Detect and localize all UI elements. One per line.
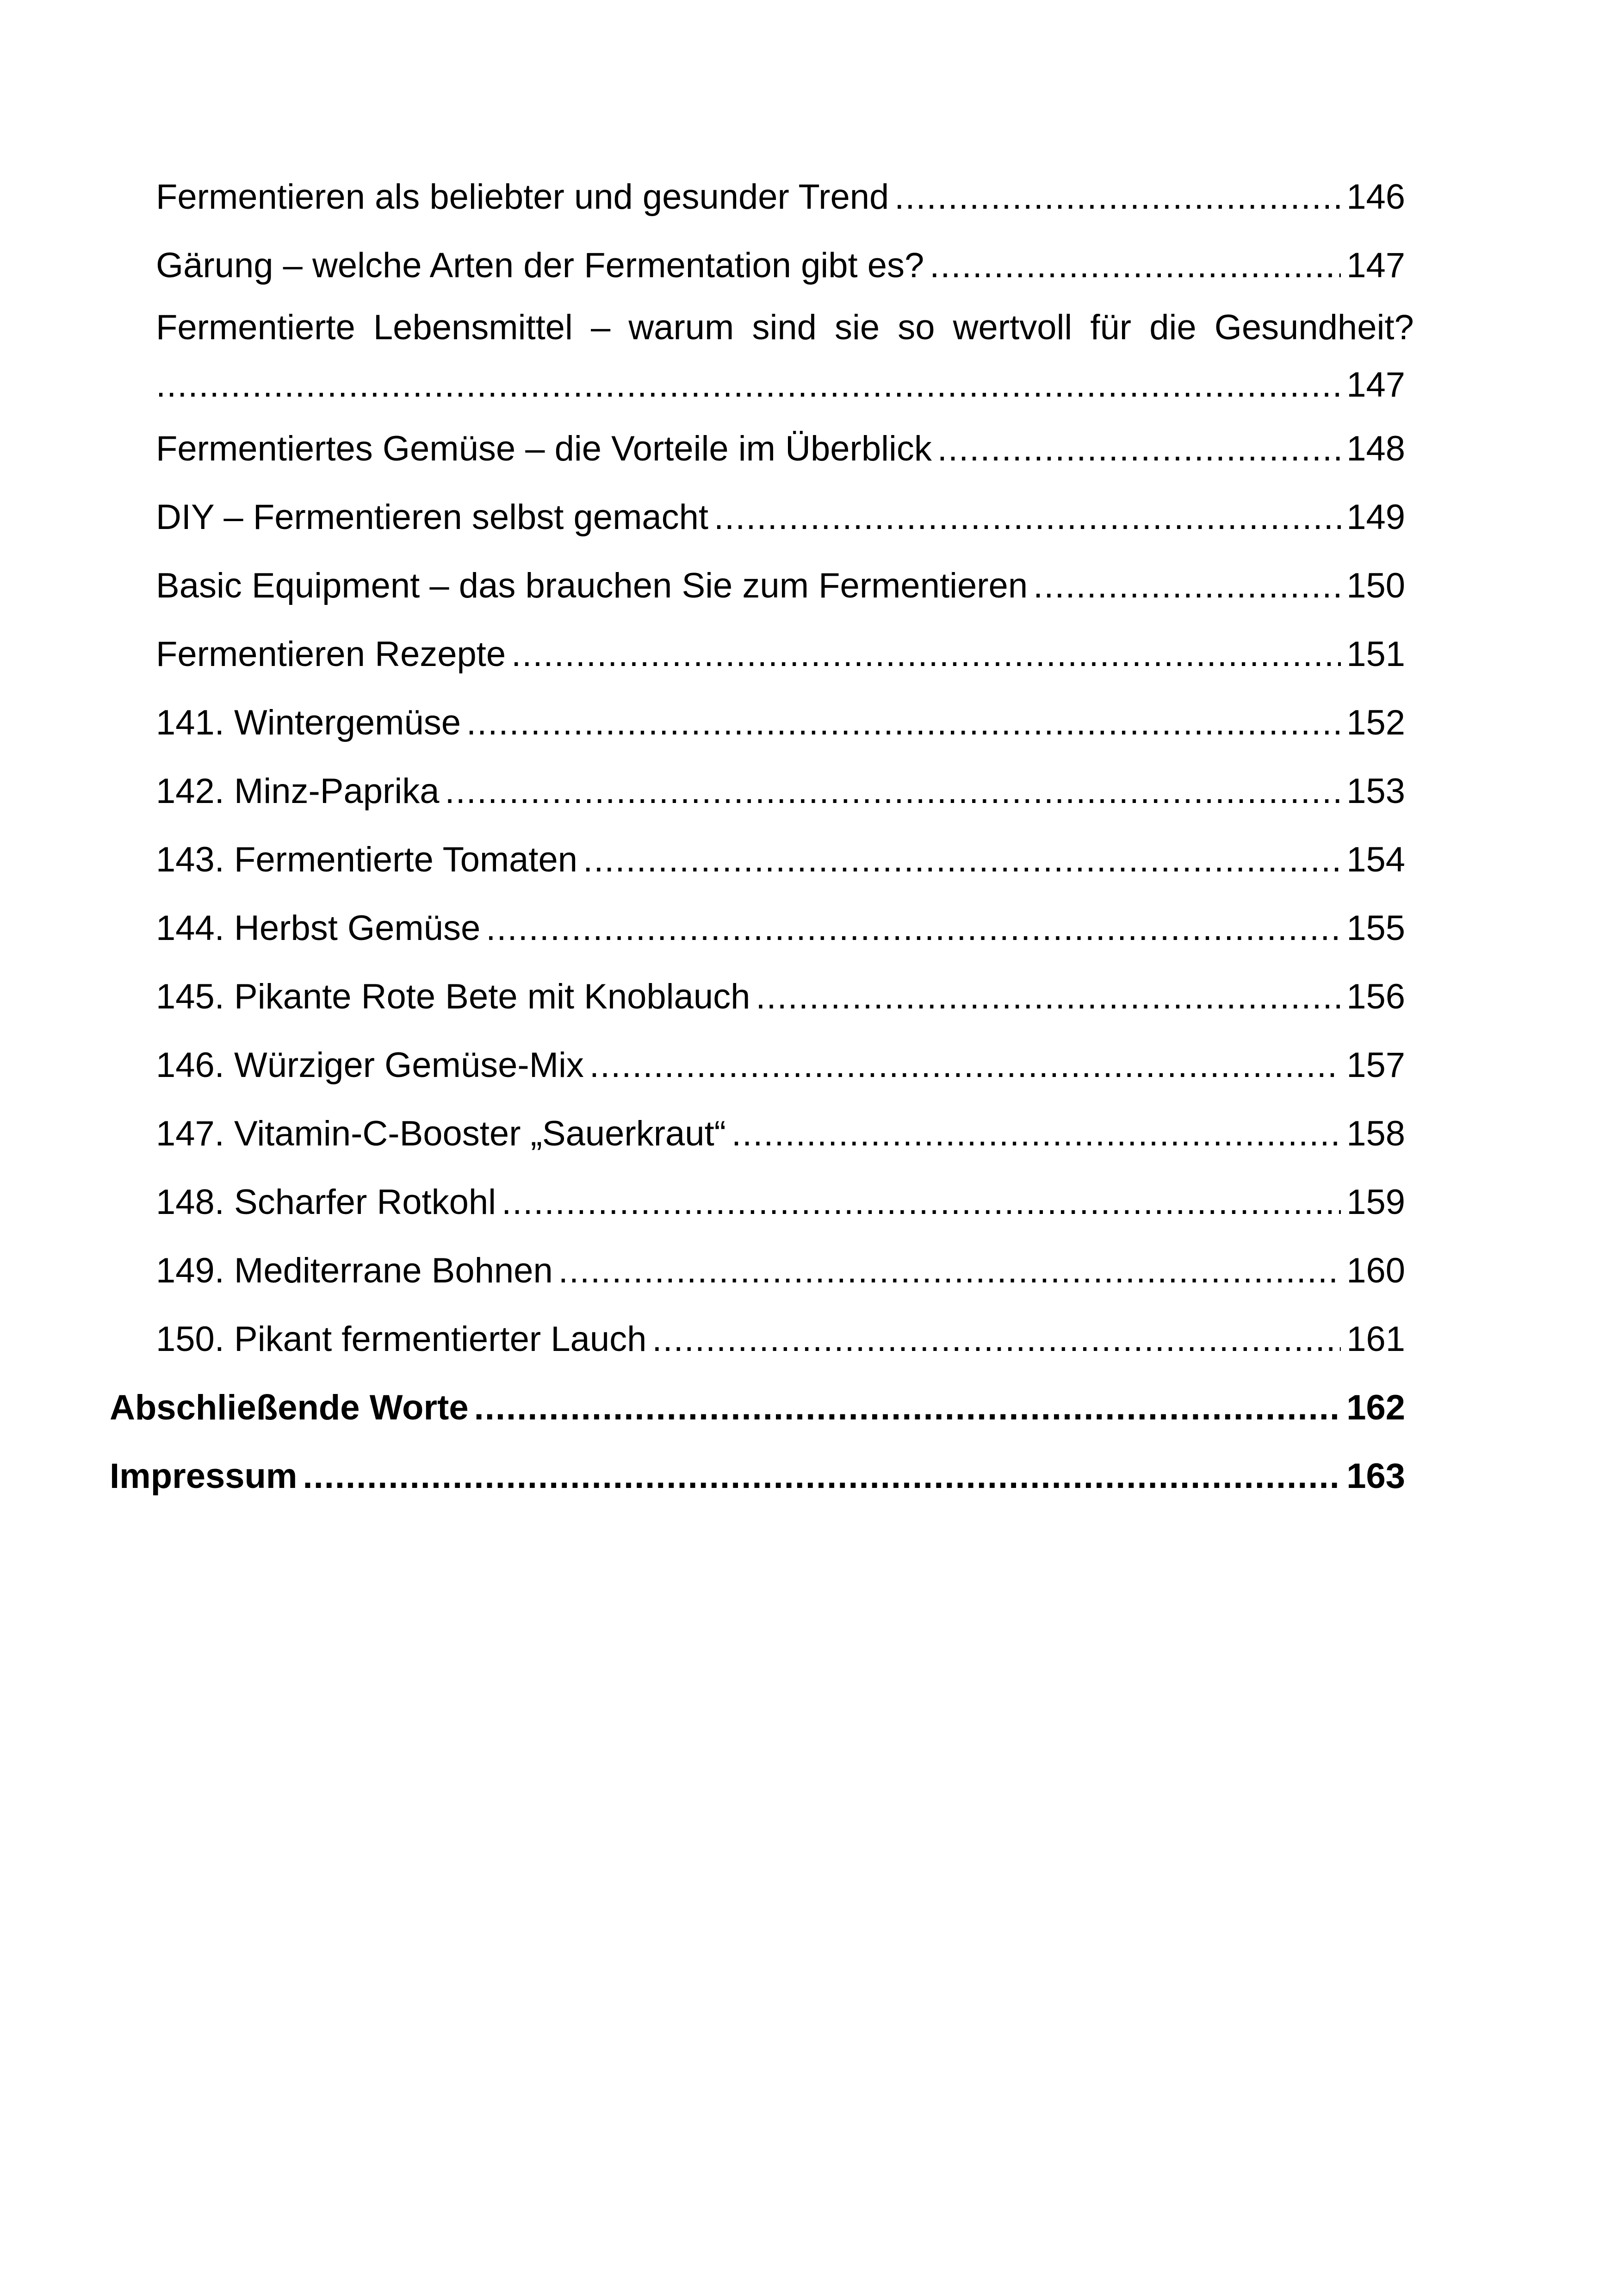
toc-entry[interactable] xyxy=(110,757,1405,826)
toc-entry-page: 163 xyxy=(1346,1456,1405,1496)
toc-entry-page: 151 xyxy=(1346,635,1405,674)
toc-entry[interactable] xyxy=(110,620,1405,689)
toc-entry-title: 141. Wintergemüse xyxy=(156,703,461,742)
toc-entry-page: 155 xyxy=(1346,908,1405,948)
toc-entry-title: 148. Scharfer Rotkohl xyxy=(156,1182,496,1222)
toc-chapter-entry[interactable] xyxy=(110,1374,1405,1442)
toc-entry-title: Fermentieren Rezepte xyxy=(156,635,506,674)
toc-entry[interactable] xyxy=(110,894,1405,963)
toc-entry-page: 160 xyxy=(1346,1251,1405,1290)
toc-entry[interactable] xyxy=(110,552,1405,620)
toc-entry-title: Fermentiertes Gemüse – die Vorteile im Überblick xyxy=(156,429,932,468)
toc-dot-leader xyxy=(511,620,1341,689)
toc-entry-page: 146 xyxy=(1346,177,1405,217)
toc-dot-leader xyxy=(652,1305,1341,1374)
toc-entry-title: 146. Würziger Gemüse-Mix xyxy=(156,1045,584,1085)
toc-entry[interactable] xyxy=(110,300,1414,415)
toc-entry[interactable] xyxy=(110,963,1405,1031)
toc-entry-page: 153 xyxy=(1346,772,1405,811)
toc-entry-title: 142. Minz-Paprika xyxy=(156,772,440,811)
toc-entry-title: Abschließende Worte xyxy=(110,1388,469,1427)
toc-dot-leader xyxy=(156,355,1341,415)
toc-entry[interactable] xyxy=(110,483,1405,552)
toc-dot-leader xyxy=(1033,552,1341,620)
toc-entry-page: 159 xyxy=(1346,1182,1405,1222)
toc-chapter-entry[interactable] xyxy=(110,1442,1405,1511)
toc-dot-leader xyxy=(466,689,1341,757)
toc-dot-leader xyxy=(930,231,1341,300)
toc-dot-leader xyxy=(502,1168,1341,1237)
toc-dot-leader xyxy=(445,757,1341,826)
toc-entry[interactable] xyxy=(110,1031,1405,1100)
toc-dot-leader xyxy=(583,826,1341,894)
toc-dot-leader xyxy=(589,1031,1341,1100)
table-of-contents xyxy=(110,163,1414,1511)
toc-dot-leader xyxy=(732,1100,1341,1168)
toc-entry-title: 150. Pikant fermentierter Lauch xyxy=(156,1319,647,1359)
toc-entry-page: 154 xyxy=(1346,840,1405,879)
toc-dot-leader xyxy=(937,415,1341,483)
toc-entry[interactable] xyxy=(110,163,1405,231)
toc-dot-leader xyxy=(486,894,1341,963)
toc-entry-page: 162 xyxy=(1346,1388,1405,1427)
toc-entry-page: 147 xyxy=(1346,246,1405,285)
toc-dot-leader xyxy=(558,1237,1341,1305)
toc-entry-title: 147. Vitamin-C-Booster „Sauerkraut“ xyxy=(156,1114,726,1153)
toc-entry-page: 161 xyxy=(1346,1319,1405,1359)
toc-entry-title: Fermentieren als beliebter und gesunder Trend xyxy=(156,177,889,217)
toc-entry-page: 149 xyxy=(1346,498,1405,537)
toc-entry-title: 143. Fermentierte Tomaten xyxy=(156,840,578,879)
toc-entry[interactable] xyxy=(110,1237,1405,1305)
toc-entry[interactable] xyxy=(110,1305,1405,1374)
toc-entry[interactable] xyxy=(110,1168,1405,1237)
toc-entry-title-line xyxy=(156,300,1414,355)
toc-dot-leader xyxy=(714,483,1341,552)
toc-dot-leader xyxy=(474,1374,1341,1442)
toc-entry-page-line xyxy=(156,355,1405,415)
toc-entry[interactable] xyxy=(110,1100,1405,1168)
toc-entry-title: Fermentierte Lebensmittel – warum sind sie so wertvoll für die Gesundheit? xyxy=(156,308,1414,347)
toc-entry-page: 147 xyxy=(1346,365,1405,404)
toc-entry-title: DIY – Fermentieren selbst gemacht xyxy=(156,498,709,537)
toc-dot-leader xyxy=(303,1442,1341,1511)
toc-entry-title: 149. Mediterrane Bohnen xyxy=(156,1251,553,1290)
toc-entry[interactable] xyxy=(110,689,1405,757)
toc-entry-title: Gärung – welche Arten der Fermentation gibt es? xyxy=(156,246,924,285)
toc-dot-leader xyxy=(756,963,1341,1031)
toc-entry-page: 150 xyxy=(1346,566,1405,605)
toc-entry-page: 157 xyxy=(1346,1045,1405,1085)
toc-entry-page: 152 xyxy=(1346,703,1405,742)
toc-entry-title: Basic Equipment – das brauchen Sie zum Fermentieren xyxy=(156,566,1028,605)
toc-entry-page: 148 xyxy=(1346,429,1405,468)
toc-entry-title: 144. Herbst Gemüse xyxy=(156,908,481,948)
toc-entry-title: Impressum xyxy=(110,1456,298,1496)
toc-entry-page: 156 xyxy=(1346,977,1405,1016)
toc-entry-page: 158 xyxy=(1346,1114,1405,1153)
toc-entry[interactable] xyxy=(110,826,1405,894)
toc-entry[interactable] xyxy=(110,231,1405,300)
toc-dot-leader xyxy=(894,163,1341,231)
toc-entry-title: 145. Pikante Rote Bete mit Knoblauch xyxy=(156,977,750,1016)
toc-entry[interactable] xyxy=(110,415,1405,483)
